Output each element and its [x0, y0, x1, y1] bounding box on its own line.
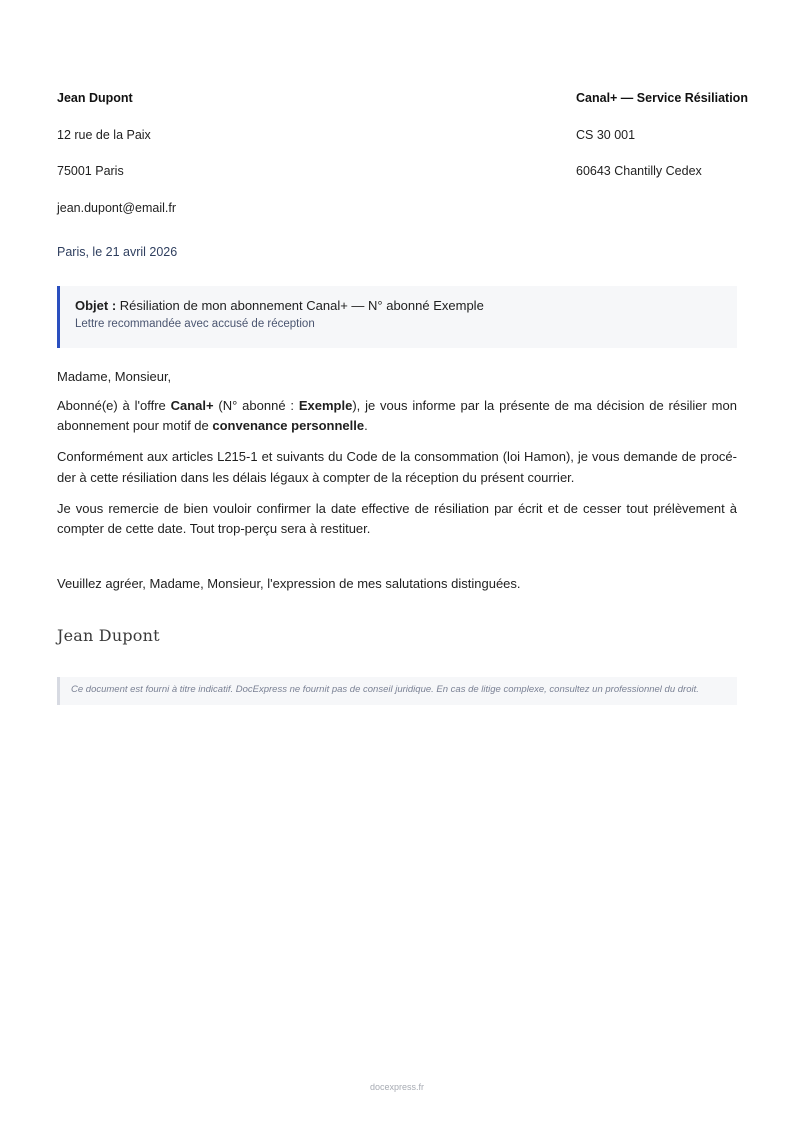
- subject-subline: Lettre recommandée avec accusé de réception: [75, 318, 315, 330]
- recipient-name: Canal+ — Service Résiliation: [576, 91, 748, 105]
- termination-reason: convenance personnelle: [212, 418, 365, 433]
- p1-text-1: Abonné(e) à l'offre: [57, 397, 171, 413]
- sender-address-line1: 12 rue de la Paix: [57, 127, 151, 142]
- offer-name: Canal+: [170, 397, 214, 413]
- recipient-address-line1: CS 30 001: [576, 127, 636, 142]
- recipient-block: [576, 90, 746, 200]
- sender-address-line2: 75001 Paris: [57, 164, 124, 179]
- sender-name: Jean Dupont: [57, 91, 133, 105]
- letter-date: Paris, le 21 avril 2026: [57, 245, 178, 259]
- recipient-address-line2: 60643 Chantilly Cedex: [576, 164, 702, 179]
- p1-text-3: ), je vous informe par la présente de ma décision de résilier mon abonnement pour motif de: [57, 397, 737, 433]
- subject-label: Objet :: [75, 298, 117, 313]
- sender-block: [57, 90, 176, 237]
- body-paragraph-3: Je vous remercie de bien vouloir confirmer la date effective de résiliation par écrit et de cesser tout prélèvement à compter de cette date. Tout trop-perçu sera à restituer.: [57, 500, 737, 536]
- footer-site-name: docexpress.fr: [369, 1082, 425, 1092]
- body-paragraph-1: [57, 396, 737, 437]
- closing-formula: Veuillez agréer, Madame, Monsieur, l'expression de mes salutations distinguées.: [57, 576, 521, 591]
- signature: Jean Dupont: [57, 626, 160, 645]
- disclaimer-box: Ce document est fourni à titre indicatif. DocExpress ne fournit pas de conseil juridique. En cas de litige complexe, consultez un professionnel du droit.: [57, 677, 737, 705]
- p1-text-4: .: [364, 418, 368, 433]
- subject-line: [75, 297, 737, 315]
- letter-page: [57, 0, 748, 695]
- subject-box: [57, 286, 737, 348]
- p1-text-2: (N° abonné :: [213, 397, 299, 413]
- subject-text: Résiliation de mon abonnement Canal+ — N° abonné Exemple: [119, 298, 484, 313]
- greeting: Madame, Monsieur,: [57, 369, 172, 384]
- letter-header: [57, 0, 748, 230]
- letter-body: [57, 367, 737, 550]
- subscriber-number: Exemple: [298, 397, 353, 413]
- sender-email: jean.dupont@email.fr: [57, 201, 177, 216]
- body-paragraph-2: Conformément aux articles L215-1 et suivants du Code de la consommation (loi Hamon), je vous demande de procéder à cette résiliation dans les délais légaux à compter de la réception du présent courrier.: [57, 449, 737, 485]
